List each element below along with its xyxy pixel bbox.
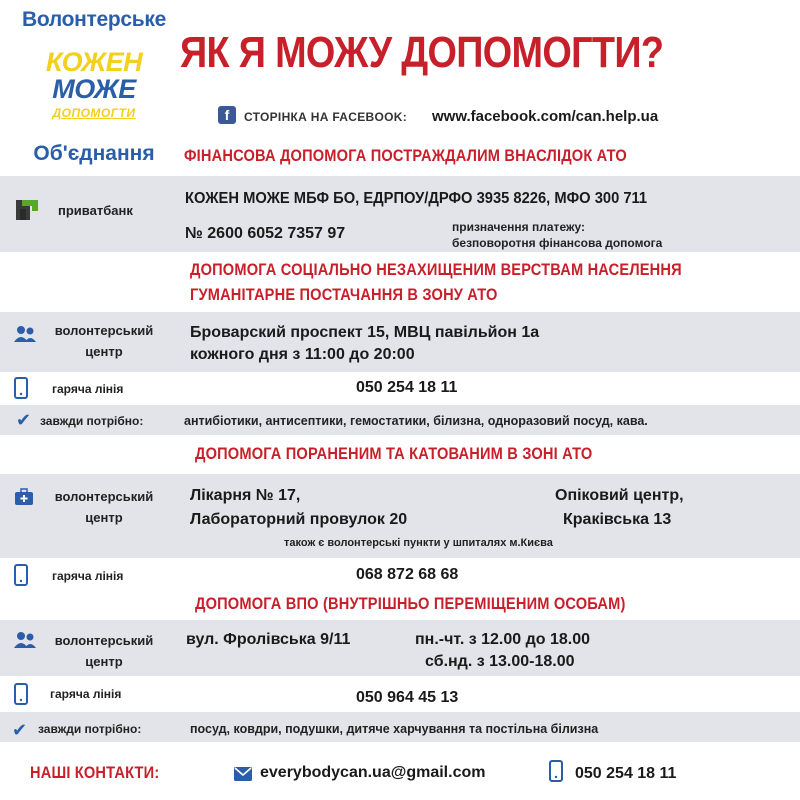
wounded-center-label-2: центр — [85, 510, 123, 525]
social-hours: кожного дня з 11:00 до 20:00 — [190, 346, 415, 363]
vpo-address: вул. Фролівська 9/11 — [186, 631, 351, 648]
people-icon — [12, 630, 38, 650]
vpo-hotline-number[interactable]: 050 964 45 13 — [356, 689, 459, 706]
wounded-note: також є волонтерські пункти у шпиталях м.Києва — [284, 537, 553, 549]
logo-line-1: КОЖЕН — [45, 47, 143, 77]
bank-details: КОЖЕН МОЖЕ МБФ БО, ЕДРПОУ/ДРФО 3935 8226, МФО 300 711 — [185, 190, 648, 207]
phone-icon — [14, 683, 28, 705]
hospital-name: Лікарня № 17, — [190, 487, 301, 504]
phone-icon — [549, 760, 563, 782]
social-hotline-label: гаряча лінія — [52, 382, 124, 396]
social-heading-1: ДОПОМОГА СОЦІАЛЬНО НЕЗАХИЩЕНИМ ВЕРСТВАМ НАСЕЛЕННЯ — [190, 260, 682, 279]
logo-line-2: МОЖЕ — [52, 74, 136, 104]
logo-bottom-text: Об'єднання — [33, 142, 155, 165]
wounded-heading: ДОПОМОГА ПОРАНЕНИМ ТА КАТОВАНИМ В ЗОНІ АТО — [195, 444, 593, 463]
phone-icon — [14, 564, 28, 586]
vpo-hours-weekdays: пн.-чт. з 12.00 до 18.00 — [415, 631, 591, 648]
logo-line-3: ДОПОМОГТИ — [52, 106, 136, 120]
purpose-label: призначення платежу: — [452, 220, 585, 234]
people-icon — [12, 324, 38, 344]
check-icon: ✔ — [12, 720, 28, 740]
vpo-hours-weekend: сб.нд. з 13.00-18.00 — [425, 653, 575, 670]
vpo-center-label-1: волонтерський — [54, 633, 154, 648]
bank-name: приватбанк — [58, 203, 133, 218]
contact-email[interactable]: everybodycan.ua@gmail.com — [260, 764, 486, 781]
phone-icon — [14, 377, 28, 399]
email-icon — [234, 767, 252, 781]
facebook-label: СТОРІНКА НА FACEBOOK: — [244, 110, 408, 124]
vpo-hotline-label: гаряча лінія — [50, 687, 122, 701]
social-hotline-number[interactable]: 050 254 18 11 — [356, 379, 458, 396]
vpo-needs-list: посуд, ковдри, подушки, дитяче харчування та постільна білизна — [190, 722, 599, 736]
check-icon: ✔ — [16, 410, 32, 430]
contact-phone[interactable]: 050 254 18 11 — [575, 765, 677, 782]
vpo-needs-label: завжди потрібно: — [38, 722, 142, 736]
logo-top-text: Волонтерське — [21, 8, 166, 31]
contacts-label: НАШІ КОНТАКТИ: — [30, 763, 160, 782]
vpo-center-label-2: центр — [85, 654, 123, 669]
social-needs-list: антибіотики, антисептики, гемостатики, білизна, одноразовий посуд, кава. — [184, 414, 648, 428]
wounded-hotline-label: гаряча лінія — [52, 569, 124, 583]
burn-center-address: Краківська 13 — [563, 511, 672, 528]
social-heading-2: ГУМАНІТАРНЕ ПОСТАЧАННЯ В ЗОНУ АТО — [190, 285, 498, 304]
social-center-label-2: центр — [85, 344, 123, 359]
account-number: № 2600 6052 7357 97 — [185, 225, 346, 242]
vpo-heading: ДОПОМОГА ВПО (ВНУТРІШНЬО ПЕРЕМІЩЕНИМ ОСОБАМ) — [195, 594, 626, 613]
purpose-value: безповоротня фінансова допомога — [452, 236, 663, 250]
hospital-address: Лабораторний провулок 20 — [190, 511, 408, 528]
facebook-icon[interactable]: f — [218, 106, 236, 124]
social-center-label-1: волонтерський — [54, 323, 154, 338]
social-needs-label: завжди потрібно: — [40, 414, 144, 428]
medkit-icon — [14, 488, 34, 506]
wounded-center-label-1: волонтерський — [54, 489, 154, 504]
privatbank-icon — [14, 197, 40, 223]
social-address: Броварский проспект 15, МВЦ павільйон 1а — [190, 324, 540, 341]
burn-center-name: Опіковий центр, — [555, 487, 684, 504]
facebook-link[interactable]: www.facebook.com/can.help.ua — [432, 108, 659, 125]
finance-heading: ФІНАНСОВА ДОПОМОГА ПОСТРАЖДАЛИМ ВНАСЛІДОК АТО — [184, 146, 627, 165]
page-title: ЯК Я МОЖУ ДОПОМОГТИ? — [180, 28, 664, 77]
wounded-hotline-number[interactable]: 068 872 68 68 — [356, 566, 459, 583]
